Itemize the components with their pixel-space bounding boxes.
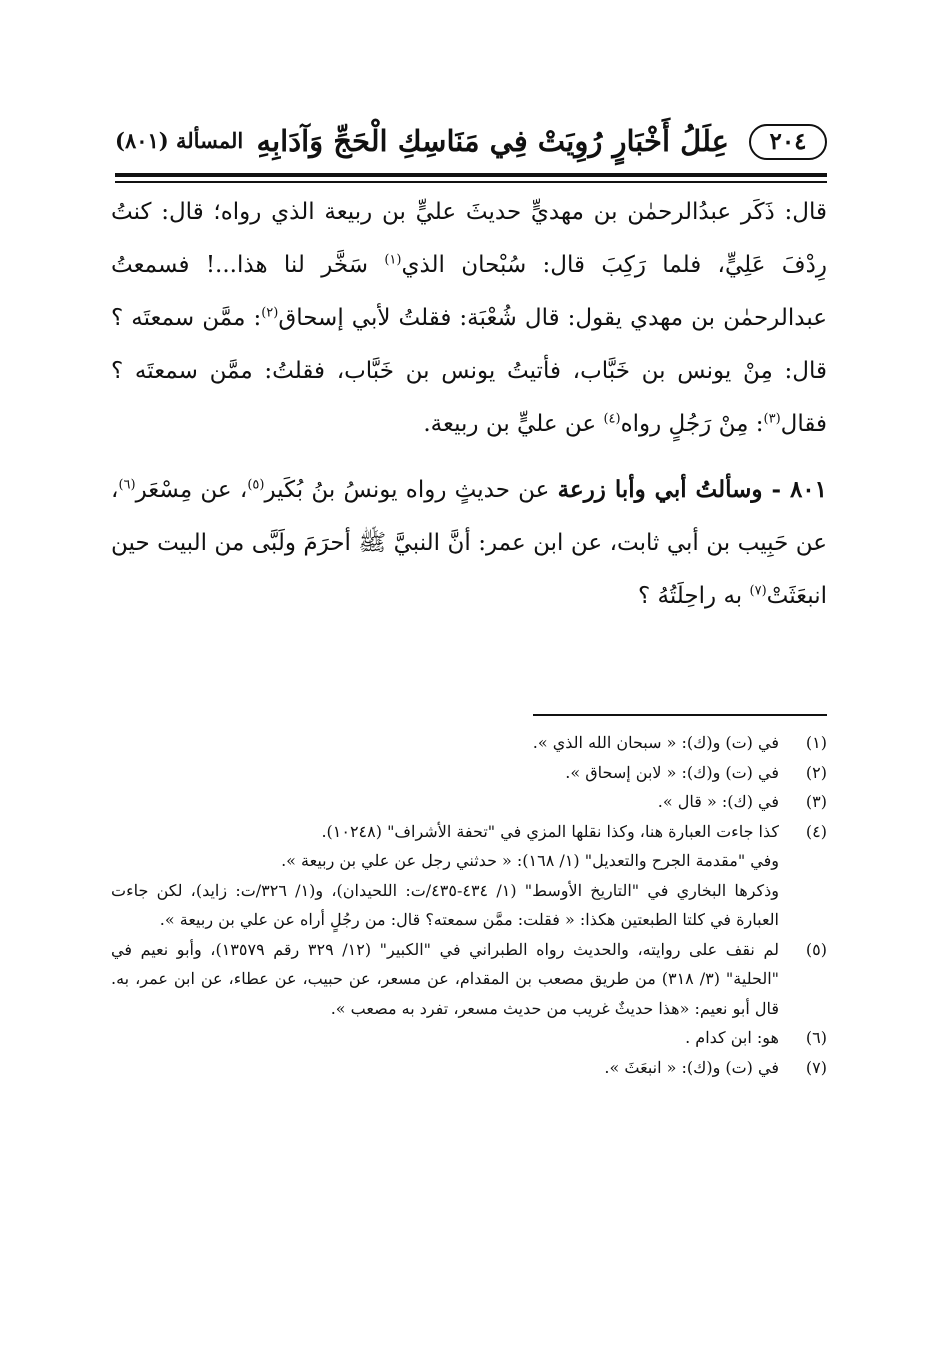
text-run: : ممَّن سمعتَه ؟ قال: مِنْ يونس بن خَبَّاب، فأتيتُ يونس بن خَبَّاب، فقلتُ: ممَّن سمعتَه ؟ فقال	[111, 305, 827, 437]
footnotes	[111, 728, 827, 1082]
footnote-item	[111, 935, 827, 1024]
footnote-item	[111, 787, 827, 817]
footnote-line: وفي "مقدمة الجرح والتعديل" (١/ ١٦٨): « حدثني رجل عن علي بن ربيعة ».	[281, 851, 779, 870]
main-text	[111, 186, 827, 623]
text-run: به راحِلَتُهُ ؟	[638, 583, 750, 609]
footnote-number: (٧)	[805, 1057, 827, 1077]
footnote-item	[111, 817, 827, 935]
footnote-number: (٥)	[805, 939, 827, 959]
issue-number: ٨٠١ -	[771, 476, 827, 503]
footnote-item	[111, 1053, 827, 1083]
footnote-ref: (٣)	[763, 411, 781, 427]
footnote-line: كذا جاءت العبارة هنا، وكذا نقلها المزي في "تحفة الأشراف" (١٠٢٤٨).	[321, 821, 779, 841]
footnote-line: في (ت) و(ك): « انبعَثَ ».	[604, 1057, 779, 1077]
text-run: سَخَّر لنا هذا...! فسمعتُ عبدالرحمٰن بن مهدي يقول: قال شُعْبَة: فقلتُ لأبي إسحاق	[111, 252, 827, 331]
footnote-ref: (١)	[384, 252, 402, 268]
text-run: ، عن حَبِيب بن أبي ثابت، عن ابن عمر: أنَّ النبيَّ ﷺ أحرَمَ ولَبَّى من البيت حين انبعَثَتْ	[111, 477, 827, 609]
issue-lead: وسألتُ أبي وأبا زرعة	[557, 476, 772, 503]
footnote-line: وذكرها البخاري في "التاريخ الأوسط" (١/ ٤٣٤-٤٣٥/ت: اللحيدان)، و(١/ ٣٢٦/ت: زايد)، لكن جاءت العبارة في كلتا الطبعتين هكذا: « فقلت: ممَّن سمعته؟ قال: من رجُلٍ أراه عن علي بن ربيعة ».	[111, 880, 779, 929]
footnote-number: (١)	[805, 733, 827, 752]
footnote-text	[111, 935, 779, 1024]
text-run: قال: ذَكَر عبدُالرحمٰن بن مهديٍّ حديثَ عليٍّ بن ربيعة الذي رواه؛ قال: كنتُ رِدْفَ عَلِيٍّ، فلما رَكِبَ قال: سُبْحان الذي	[111, 199, 827, 278]
footnote-number: (٢)	[805, 762, 827, 782]
footnote-ref: (٢)	[261, 305, 279, 321]
footnote-line: في (ت) و(ك): « لابن إسحاق ».	[565, 762, 779, 782]
text-run: ، عن مِسْعَر	[135, 477, 248, 503]
footnote-separator	[533, 714, 827, 716]
footnote-item	[111, 758, 827, 788]
footnote-line: هو: ابن كدام .	[685, 1028, 779, 1047]
footnote-line: في (ك): « قال ».	[657, 792, 779, 811]
footnote-number: (٤)	[805, 821, 827, 841]
footnote-text	[111, 728, 779, 758]
footnote-item	[111, 1023, 827, 1053]
footnote-text	[111, 758, 779, 788]
page-number-badge: ٢٠٤	[749, 124, 827, 160]
page-header	[115, 118, 827, 168]
footnote-line: في (ت) و(ك): « سبحان الله الذي ».	[532, 733, 779, 752]
footnote-item	[111, 728, 827, 758]
footnote-number: (٣)	[805, 792, 827, 811]
footnote-text	[111, 1053, 779, 1083]
book-title: عِلَلُ أَخْبَارٍ رُوِيَتْ فِي مَنَاسِكِ الْحَجِّ وَآدَابِهِ	[256, 124, 729, 158]
footnote-ref: (٤)	[603, 411, 621, 427]
text-run: عن عليٍّ بن ربيعة.	[423, 411, 604, 437]
footnote-number: (٦)	[805, 1028, 827, 1047]
paragraph-context	[111, 186, 827, 451]
text-run: عن حديثٍ رواه يونسُ بنُ بُكَير	[264, 477, 558, 503]
paragraph-issue-801	[111, 463, 827, 623]
footnote-ref: (٥)	[247, 477, 265, 493]
issue-label: المسألة (٨٠١)	[115, 128, 244, 153]
header-rule-thin	[115, 181, 827, 183]
footnote-text	[111, 1023, 779, 1053]
header-rule-thick	[115, 173, 827, 177]
footnote-ref: (٦)	[118, 477, 136, 493]
footnote-line: لم نقف على روايته، والحديث رواه الطبراني في "الكبير" (١٢/ ٣٢٩ رقم ١٣٥٧٩)، وأبو نعيم في "الحلية" (٣/ ٣١٨) من طريق مصعب بن المقدام، عن مسعر، عن حبيب، عن عطاء، عن ابن عمر، به. قال أبو نعيم: «هذا حديثٌ غريب من حديث مسعر، تفرد به مصعب ».	[111, 939, 779, 1018]
text-run: : مِنْ رَجُلٍ رواه	[620, 411, 764, 437]
footnote-ref: (٧)	[749, 583, 767, 599]
footnote-text	[111, 817, 779, 935]
footnote-text	[111, 787, 779, 817]
